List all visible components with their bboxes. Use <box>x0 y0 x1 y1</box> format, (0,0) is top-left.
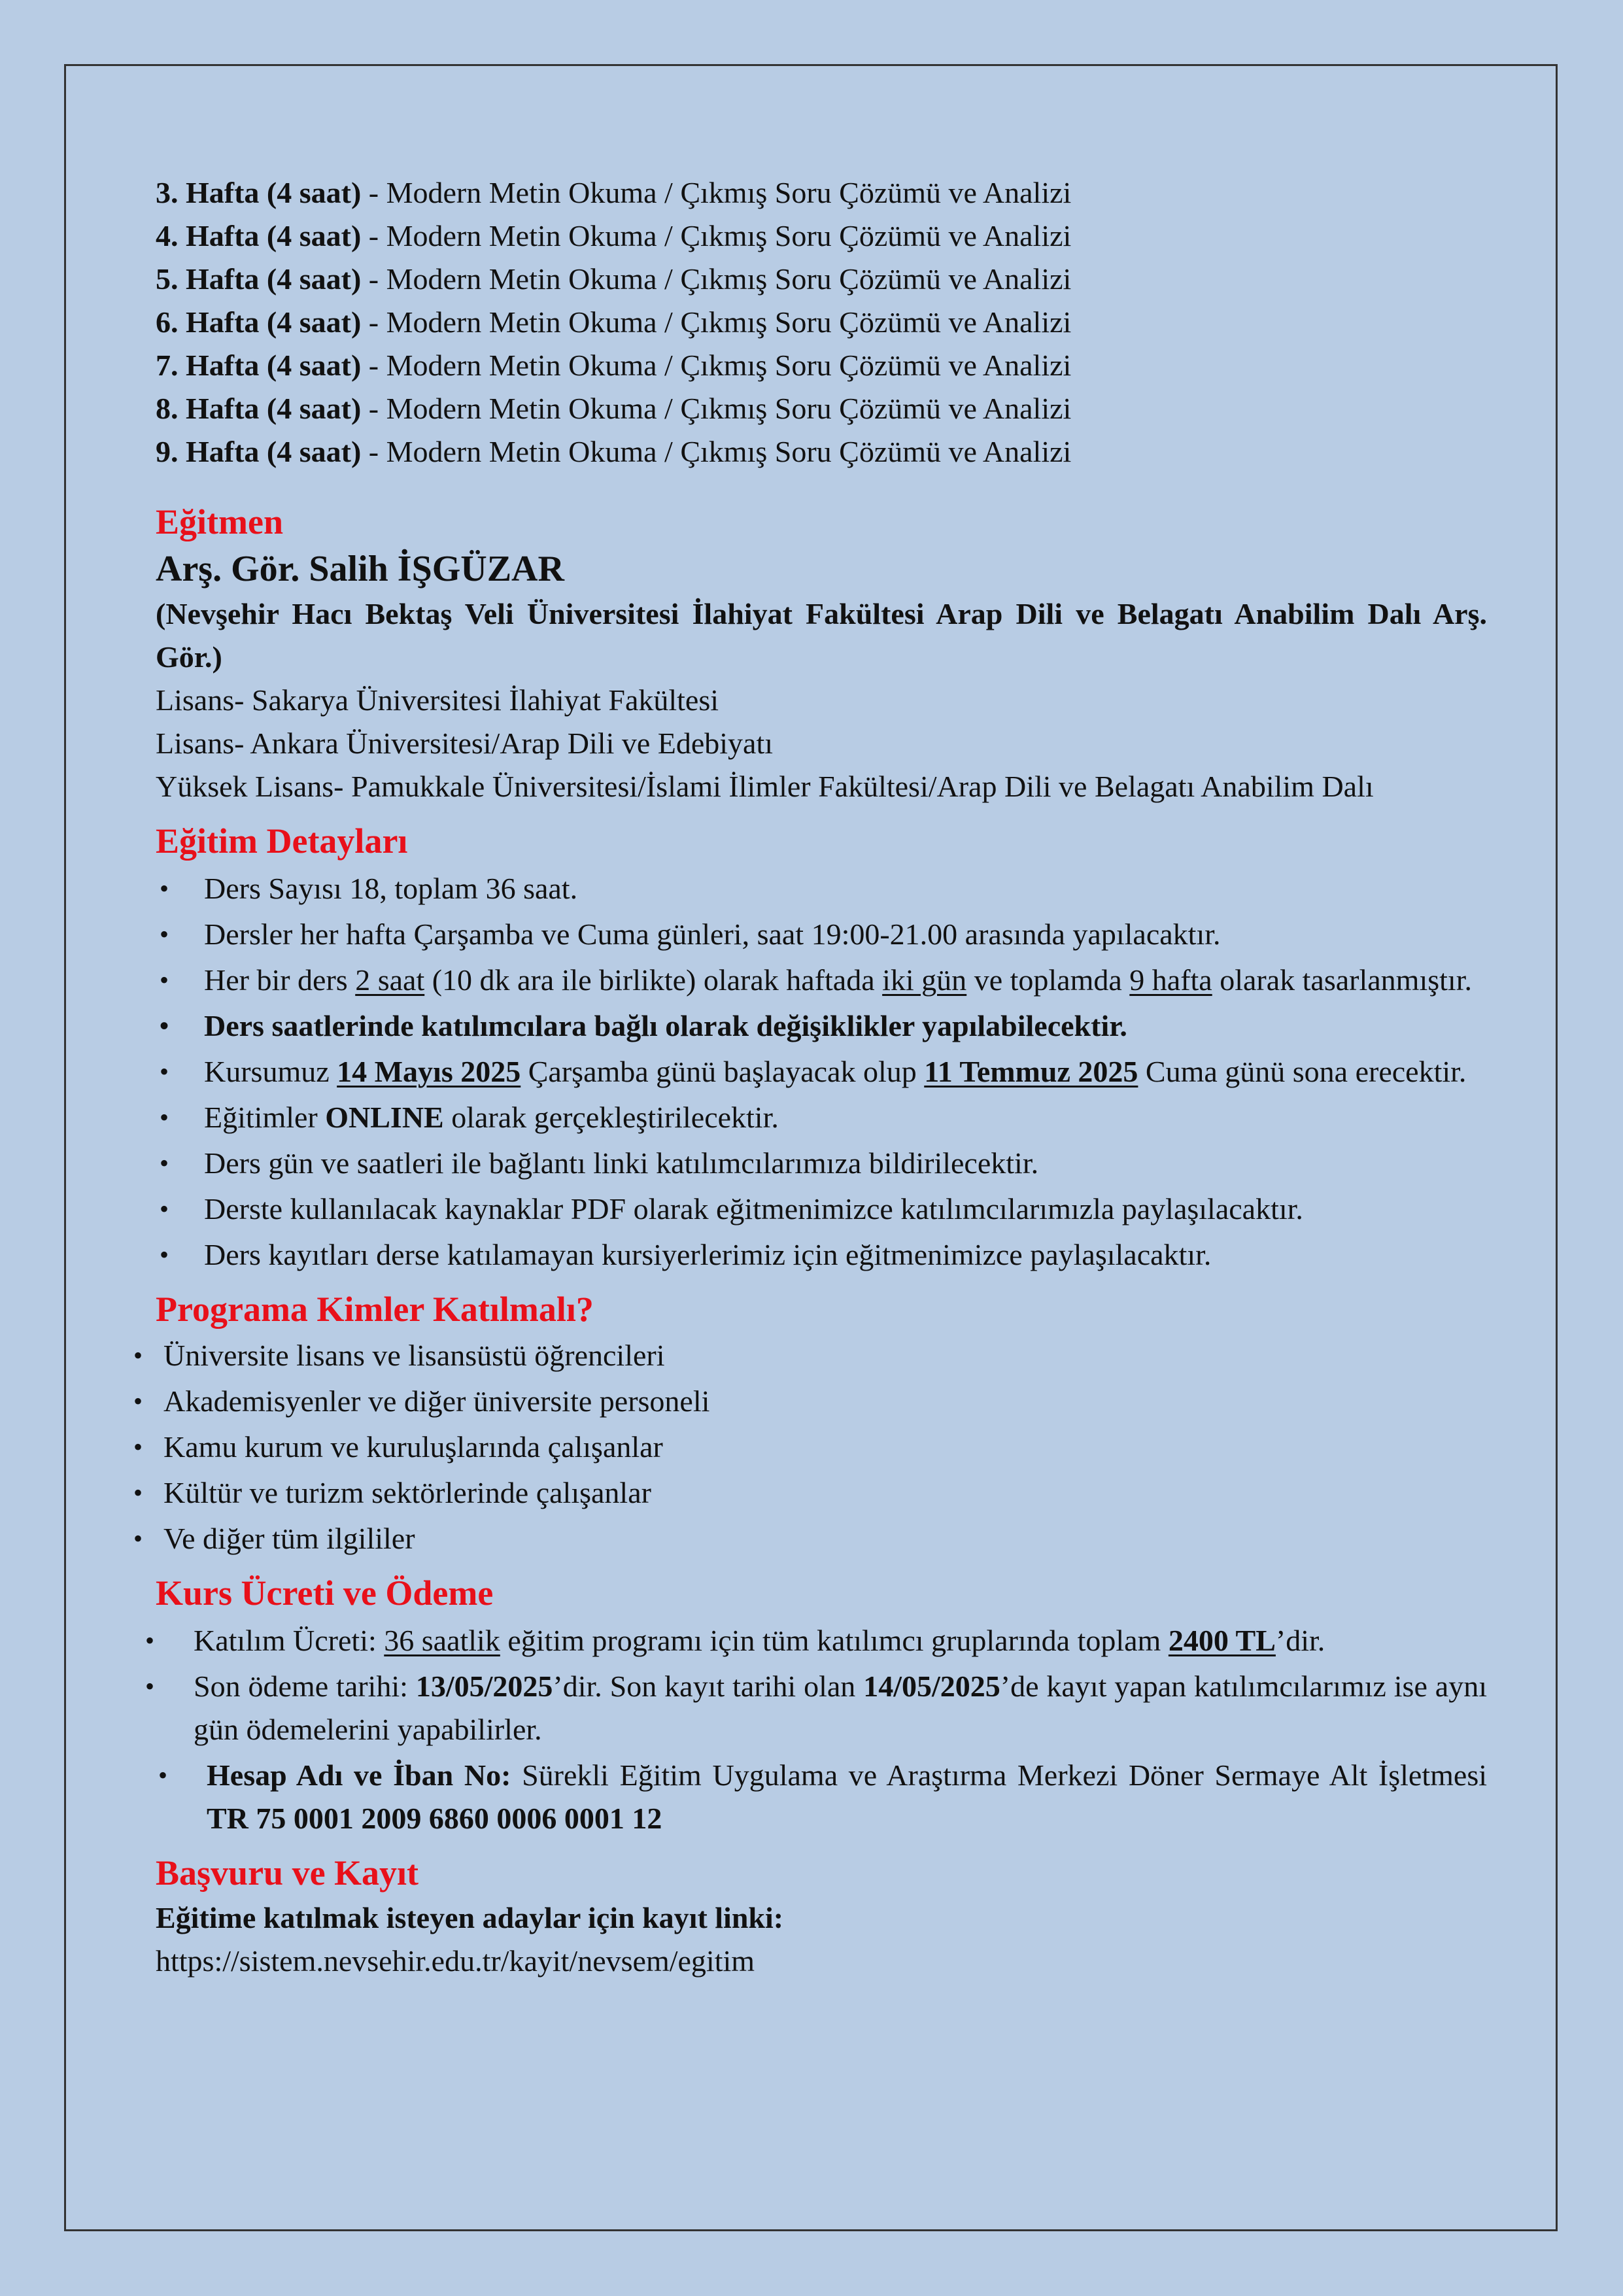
details-heading: Eğitim Detayları <box>156 821 408 861</box>
list-item: • Ders Sayısı 18, toplam 36 saat. <box>156 867 1487 910</box>
bullet-icon: • <box>133 1524 143 1553</box>
fee-heading: Kurs Ücreti ve Ödeme <box>156 1573 494 1613</box>
registration-text: Eğitime katılmak isteyen adaylar için kayıt linki: <box>156 1901 784 1934</box>
price-value: 2400 TL <box>1168 1624 1276 1657</box>
instructor-heading: Eğitmen <box>156 502 283 541</box>
list-item: • Üniversite lisans ve lisansüstü öğrencileri <box>133 1334 1487 1377</box>
week-item: 3. Hafta (4 saat) - Modern Metin Okuma / Çıkmış Soru Çözümü ve Analizi <box>156 176 1072 209</box>
list-item: • Akademisyenler ve diğer üniversite personeli <box>133 1380 1487 1423</box>
registration-link[interactable]: https://sistem.nevsehir.edu.tr/kayit/nevsem/egitim <box>156 1944 755 1978</box>
bullet-icon: • <box>160 1194 169 1224</box>
document-content <box>133 171 1495 1983</box>
bullet-icon: • <box>158 1760 168 1790</box>
list-item: • Eğitimler ONLINE olarak gerçekleştirilecektir. <box>156 1096 1487 1139</box>
education-line: Lisans- Sakarya Üniversitesi İlahiyat Fakültesi <box>156 683 719 717</box>
payment-deadline: 13/05/2025 <box>415 1670 553 1703</box>
start-date: 14 Mayıs 2025 <box>337 1055 521 1088</box>
fee-list <box>143 1619 1495 1840</box>
bullet-icon: • <box>160 1240 169 1269</box>
bullet-icon: • <box>160 919 169 949</box>
iban-value: TR 75 0001 2009 6860 0006 0001 12 <box>207 1802 662 1835</box>
list-item: • Hesap Adı ve İban No: Sürekli Eğitim Uygulama ve Araştırma Merkezi Döner Sermaye Alt İşletmesi TR 75 0001 2009 6860 0006 0001 12 <box>143 1754 1487 1840</box>
list-item: • Ders gün ve saatleri ile bağlantı linki katılımcılarımıza bildirilecektir. <box>156 1142 1487 1185</box>
bullet-icon: • <box>160 1103 169 1132</box>
bullet-icon: • <box>145 1626 155 1655</box>
week-item: 4. Hafta (4 saat) - Modern Metin Okuma / Çıkmış Soru Çözümü ve Analizi <box>156 219 1072 252</box>
bullet-icon: • <box>160 1148 169 1178</box>
list-item: • Dersler her hafta Çarşamba ve Cuma günleri, saat 19:00-21.00 arasında yapılacaktır. <box>156 913 1487 956</box>
details-list <box>156 867 1487 1277</box>
week-item: 9. Hafta (4 saat) - Modern Metin Okuma / Çıkmış Soru Çözümü ve Analizi <box>156 435 1072 468</box>
list-item: • Derste kullanılacak kaynaklar PDF olarak eğitmenimizce katılımcılarımızla paylaşılacaktır. <box>156 1188 1487 1231</box>
list-item: • Ve diğer tüm ilgililer <box>133 1517 1487 1560</box>
education-line: Yüksek Lisans- Pamukkale Üniversitesi/İslami İlimler Fakültesi/Arap Dili ve Belagatı Anabilim Dalı <box>156 770 1374 803</box>
list-item: • Ders saatlerinde katılımcılara bağlı olarak değişiklikler yapılabilecektir. <box>156 1004 1487 1048</box>
bullet-icon: • <box>160 965 169 995</box>
week-item: 6. Hafta (4 saat) - Modern Metin Okuma / Çıkmış Soru Çözümü ve Analizi <box>156 305 1072 339</box>
participants-heading: Programa Kimler Katılmalı? <box>156 1290 594 1329</box>
list-item: • Ders kayıtları derse katılamayan kursiyerlerimiz için eğitmenimizce paylaşılacaktır. <box>156 1233 1487 1277</box>
bullet-icon: • <box>133 1432 143 1462</box>
week-item: 5. Hafta (4 saat) - Modern Metin Okuma / Çıkmış Soru Çözümü ve Analizi <box>156 262 1072 296</box>
bullet-icon: • <box>133 1341 143 1370</box>
registration-deadline: 14/05/2025 <box>863 1670 1000 1703</box>
list-item: • Katılım Ücreti: 36 saatlik eğitim programı için tüm katılımcı gruplarında toplam 2400 TL’dir. <box>143 1619 1487 1662</box>
participants-list <box>133 1334 1487 1560</box>
list-item: • Kursumuz 14 Mayıs 2025 Çarşamba günü başlayacak olup 11 Temmuz 2025 Cuma günü sona erecektir. <box>156 1050 1487 1093</box>
list-item: • Her bir ders 2 saat (10 dk ara ile birlikte) olarak haftada iki gün ve toplamda 9 hafta olarak tasarlanmıştır. <box>156 959 1487 1002</box>
list-item: • Kamu kurum ve kuruluşlarında çalışanlar <box>133 1426 1487 1469</box>
week-item: 8. Hafta (4 saat) - Modern Metin Okuma / Çıkmış Soru Çözümü ve Analizi <box>156 392 1072 425</box>
bullet-icon: • <box>133 1478 143 1507</box>
instructor-name: Arş. Gör. Salih İŞGÜZAR <box>156 549 564 589</box>
bullet-icon: • <box>145 1671 155 1701</box>
instructor-affiliation: (Nevşehir Hacı Bektaş Veli Üniversitesi İlahiyat Fakültesi Arap Dili ve Belagatı Anabilim Dalı Arş. Gör.) <box>156 597 1487 674</box>
list-item: • Kültür ve turizm sektörlerinde çalışanlar <box>133 1471 1487 1515</box>
bullet-icon: • <box>160 1011 169 1040</box>
list-item: • Son ödeme tarihi: 13/05/2025’dir. Son kayıt tarihi olan 14/05/2025’de kayıt yapan katılımcılarımız ise aynı gün ödemelerini yapabilirler. <box>143 1665 1487 1751</box>
bullet-icon: • <box>133 1386 143 1416</box>
education-line: Lisans- Ankara Üniversitesi/Arap Dili ve Edebiyatı <box>156 727 774 760</box>
bullet-icon: • <box>160 1057 169 1086</box>
weekly-schedule <box>156 171 1487 473</box>
registration-heading: Başvuru ve Kayıt <box>156 1853 419 1893</box>
week-item: 7. Hafta (4 saat) - Modern Metin Okuma / Çıkmış Soru Çözümü ve Analizi <box>156 349 1072 382</box>
bullet-icon: • <box>160 874 169 903</box>
end-date: 11 Temmuz 2025 <box>924 1055 1138 1088</box>
